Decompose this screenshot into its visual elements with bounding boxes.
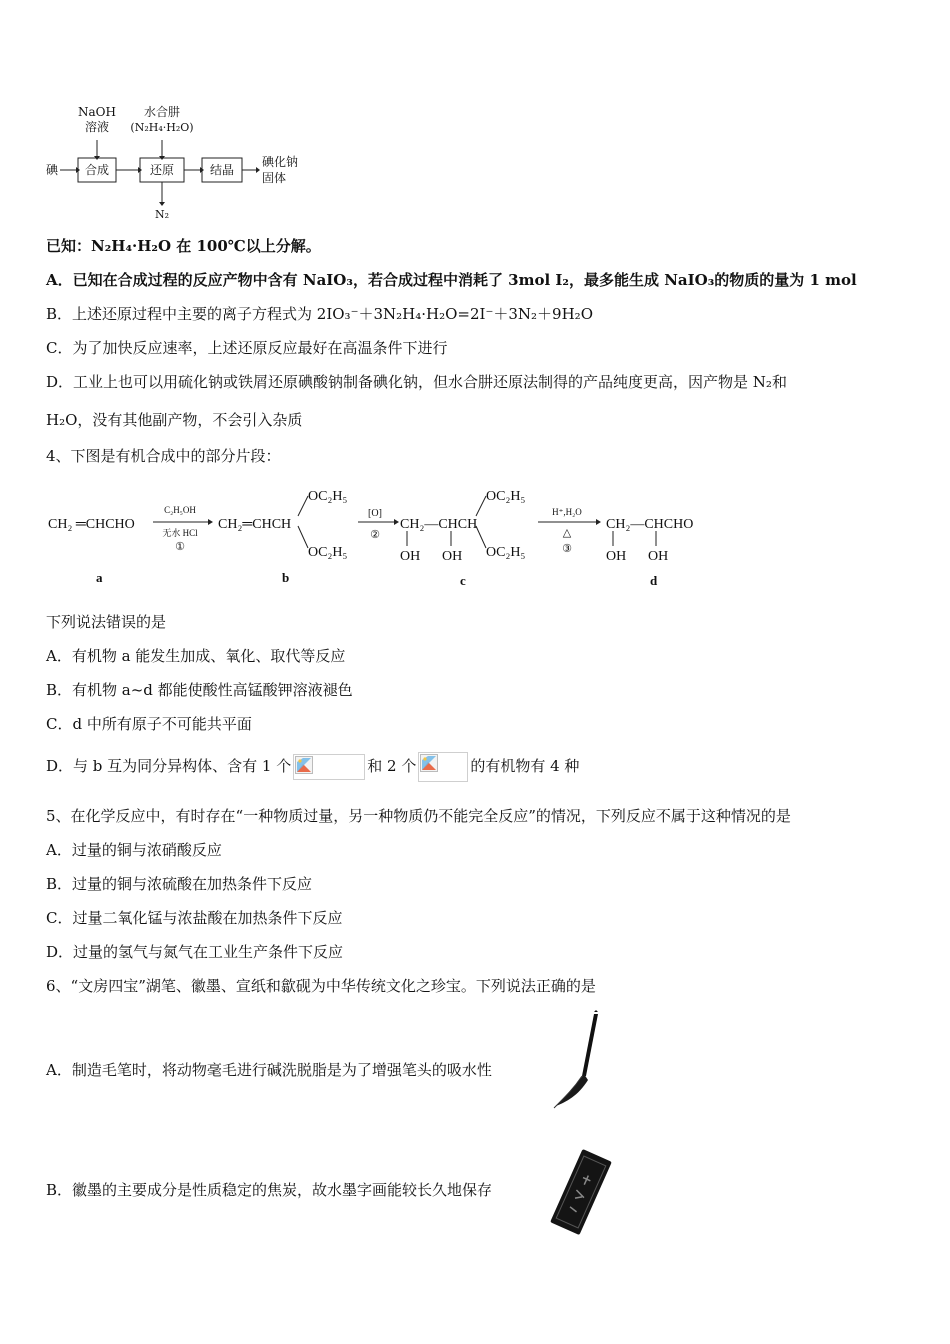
flow-naoh-label: NaOH [78,105,116,119]
q4-title: 4、下图是有机合成中的部分片段： [46,447,281,465]
reagent-1-top: C₂H₅OH [164,505,196,515]
reaction-3-number: ③ [562,543,572,555]
q4-option-d [46,748,579,784]
compound-d-oh-2: OH [648,549,669,564]
flow-step-reduction: 还原 [149,163,175,177]
q4-option-c: C．d 中所有原子不可能共平面 [46,715,252,733]
flow-gas-label: N₂ [154,208,170,221]
missing-image-placeholder-icon [418,752,468,782]
reagent-3-heat: △ [562,527,572,539]
organic-synthesis-scheme [40,480,720,592]
compound-d: CH₂—CHCHO [606,517,694,532]
compound-c: CH₂—CHCH [400,517,478,532]
brush-pen-image [548,1010,608,1110]
compound-c-oet-top: OC₂H₅ [486,489,526,504]
q5-option-d: D．过量的氢气与氮气在工业生产条件下反应 [46,943,344,961]
flow-iodine-label: 碘 [46,163,59,177]
q3-option-a: A．已知在合成过程的反应产物中含有 NaIO₃，若合成过程中消耗了 3mol I₂，最多能生成 NaIO₃的物质的量为 1 mol [46,271,857,289]
flow-product-label: 碘化钠 [262,155,299,169]
reagent-1-bottom: 无水 HCl [162,528,198,538]
label-c: c [460,573,466,588]
q4-option-a: A．有机物 a 能发生加成、氧化、取代等反应 [46,647,346,665]
compound-b: CH₂═CHCH [218,517,292,532]
flow-step-synthesis: 合成 [84,163,110,177]
compound-c-oet-bottom: OC₂H₅ [486,545,526,560]
q5-option-a: A．过量的铜与浓硝酸反应 [46,841,222,859]
flow-step-crystallize: 结晶 [209,163,235,177]
q5-option-c: C．过量二氧化锰与浓盐酸在加热条件下反应 [46,909,343,927]
reagent-2-top: [O] [368,508,382,519]
q4-option-d-post: 的有机物有 4 种 [470,757,580,775]
q3-option-d-line2: H₂O，没有其他副产物，不会引入杂质 [46,411,303,429]
label-d: d [650,573,658,588]
compound-c-oh-1: OH [400,549,421,564]
process-flow-diagram [40,100,320,225]
q3-known: 已知：N₂H₄·H₂O 在 100℃以上分解。 [46,237,321,255]
q3-option-b: B．上述还原过程中主要的离子方程式为 2IO₃⁻＋3N₂H₄·H₂O=2I⁻＋3N₂＋9H₂O [46,305,593,323]
reaction-2-number: ② [370,529,380,541]
missing-image-placeholder-icon [293,754,365,780]
q6-title: 6、“文房四宝”湖笔、徽墨、宣纸和歙砚为中华传统文化之珍宝。下列说法正确的是 [46,977,596,995]
q4-option-d-pre: D．与 b 互为同分异构体、含有 1 个 [46,757,292,775]
q3-option-c: C．为了加快反应速率，上述还原反应最好在高温条件下进行 [46,339,448,357]
reagent-3-top: H⁺,H₂O [552,507,582,517]
flow-hydrazine-label: 水合肼 [143,105,181,119]
flow-product-label-2: 固体 [262,171,287,185]
q4-option-d-mid: 和 2 个 [367,757,417,775]
label-a: a [96,570,103,585]
q6-option-a: A．制造毛笔时，将动物毫毛进行碱洗脱脂是为了增强笔头的吸水性 [46,1061,492,1079]
ink-stick-image [545,1148,617,1236]
reaction-1-number: ① [175,541,185,553]
q5-option-b: B．过量的铜与浓硫酸在加热条件下反应 [46,875,313,893]
q6-option-b: B．徽墨的主要成分是性质稳定的焦炭，故水墨字画能较长久地保存 [46,1181,493,1199]
label-b: b [282,570,290,585]
compound-b-oet-top: OC₂H₅ [308,489,348,504]
q5-title: 5、在化学反应中，有时存在“一种物质过量，另一种物质仍不能完全反应”的情况，下列反应不属于这种情况的是 [46,807,791,825]
compound-d-oh-1: OH [606,549,627,564]
q4-stem: 下列说法错误的是 [46,613,167,631]
q4-option-b: B．有机物 a~d 都能使酸性高锰酸钾溶液褪色 [46,681,353,699]
compound-a: CH₂ ═CHCHO [48,517,135,532]
flow-hydrazine-formula: (N₂H₄·H₂O) [130,121,194,134]
compound-c-oh-2: OH [442,549,463,564]
flow-naoh-label-2: 溶液 [84,120,110,134]
compound-b-oet-bottom: OC₂H₅ [308,545,348,560]
q3-option-d-line1: D．工业上也可以用硫化钠或铁屑还原碘酸钠制备碘化钠，但水合肼还原法制得的产品纯度更高，因产物是 N₂和 [46,373,787,391]
